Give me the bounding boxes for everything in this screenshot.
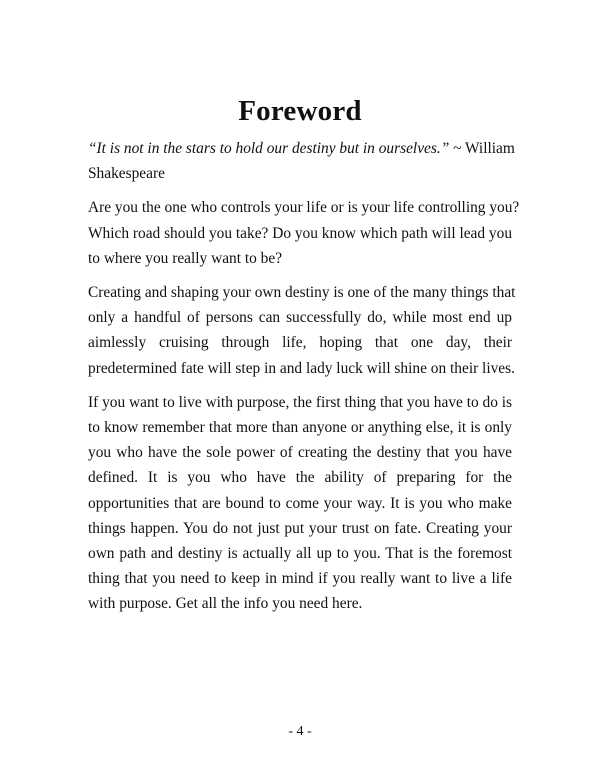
page-number: - 4 -: [288, 724, 312, 739]
paragraph-line: to know remember that more than anyone or anything else, it is only: [88, 419, 512, 437]
paragraph-2: [88, 280, 516, 381]
page-body: [88, 136, 520, 626]
paragraph-line: Creating and shaping your own destiny is one of the many things that: [88, 284, 516, 302]
paragraph-line: Are you the one who controls your life or is your life controlling you?: [88, 199, 520, 217]
paragraph-line: you who have the sole power of creating the destiny that you have: [88, 444, 512, 462]
paragraph-line: things happen. You do not just put your trust on fate. Creating your: [88, 519, 512, 537]
paragraph-line: predetermined fate will step in and lady luck will shine on their lives.: [88, 359, 515, 377]
paragraph-line: to where you really want to be?: [88, 249, 283, 267]
paragraph-line: thing that you need to keep in mind if you really want to live a life: [88, 570, 512, 588]
epigraph-attribution: ~ William: [449, 140, 515, 157]
paragraph-1: [88, 195, 520, 271]
epigraph-attribution-name: Shakespeare: [88, 165, 165, 183]
epigraph-quote: “It is not in the stars to hold our destiny but in ourselves.”: [88, 140, 450, 157]
paragraph-line: aimlessly cruising through life, hoping that one day, their: [88, 334, 512, 352]
paragraph-line: defined. It is you who have the ability of preparing for the: [88, 469, 512, 487]
paragraph-line: only a handful of persons can successfully do, while most end up: [88, 309, 512, 327]
paragraph-line: opportunities that are bound to come your way. It is you who make: [88, 494, 512, 512]
paragraph-line: If you want to live with purpose, the first thing that you have to do is: [88, 393, 513, 411]
page-title: Foreword: [238, 95, 362, 127]
epigraph-line-1: [88, 136, 515, 161]
paragraph-line: with purpose. Get all the info you need here.: [88, 595, 363, 613]
epigraph: [88, 136, 515, 186]
paragraph-line: own path and destiny is actually all up to you. That is the foremost: [88, 545, 512, 563]
paragraph-line: Which road should you take? Do you know which path will lead you: [88, 224, 513, 242]
paragraph-3: [88, 390, 512, 617]
